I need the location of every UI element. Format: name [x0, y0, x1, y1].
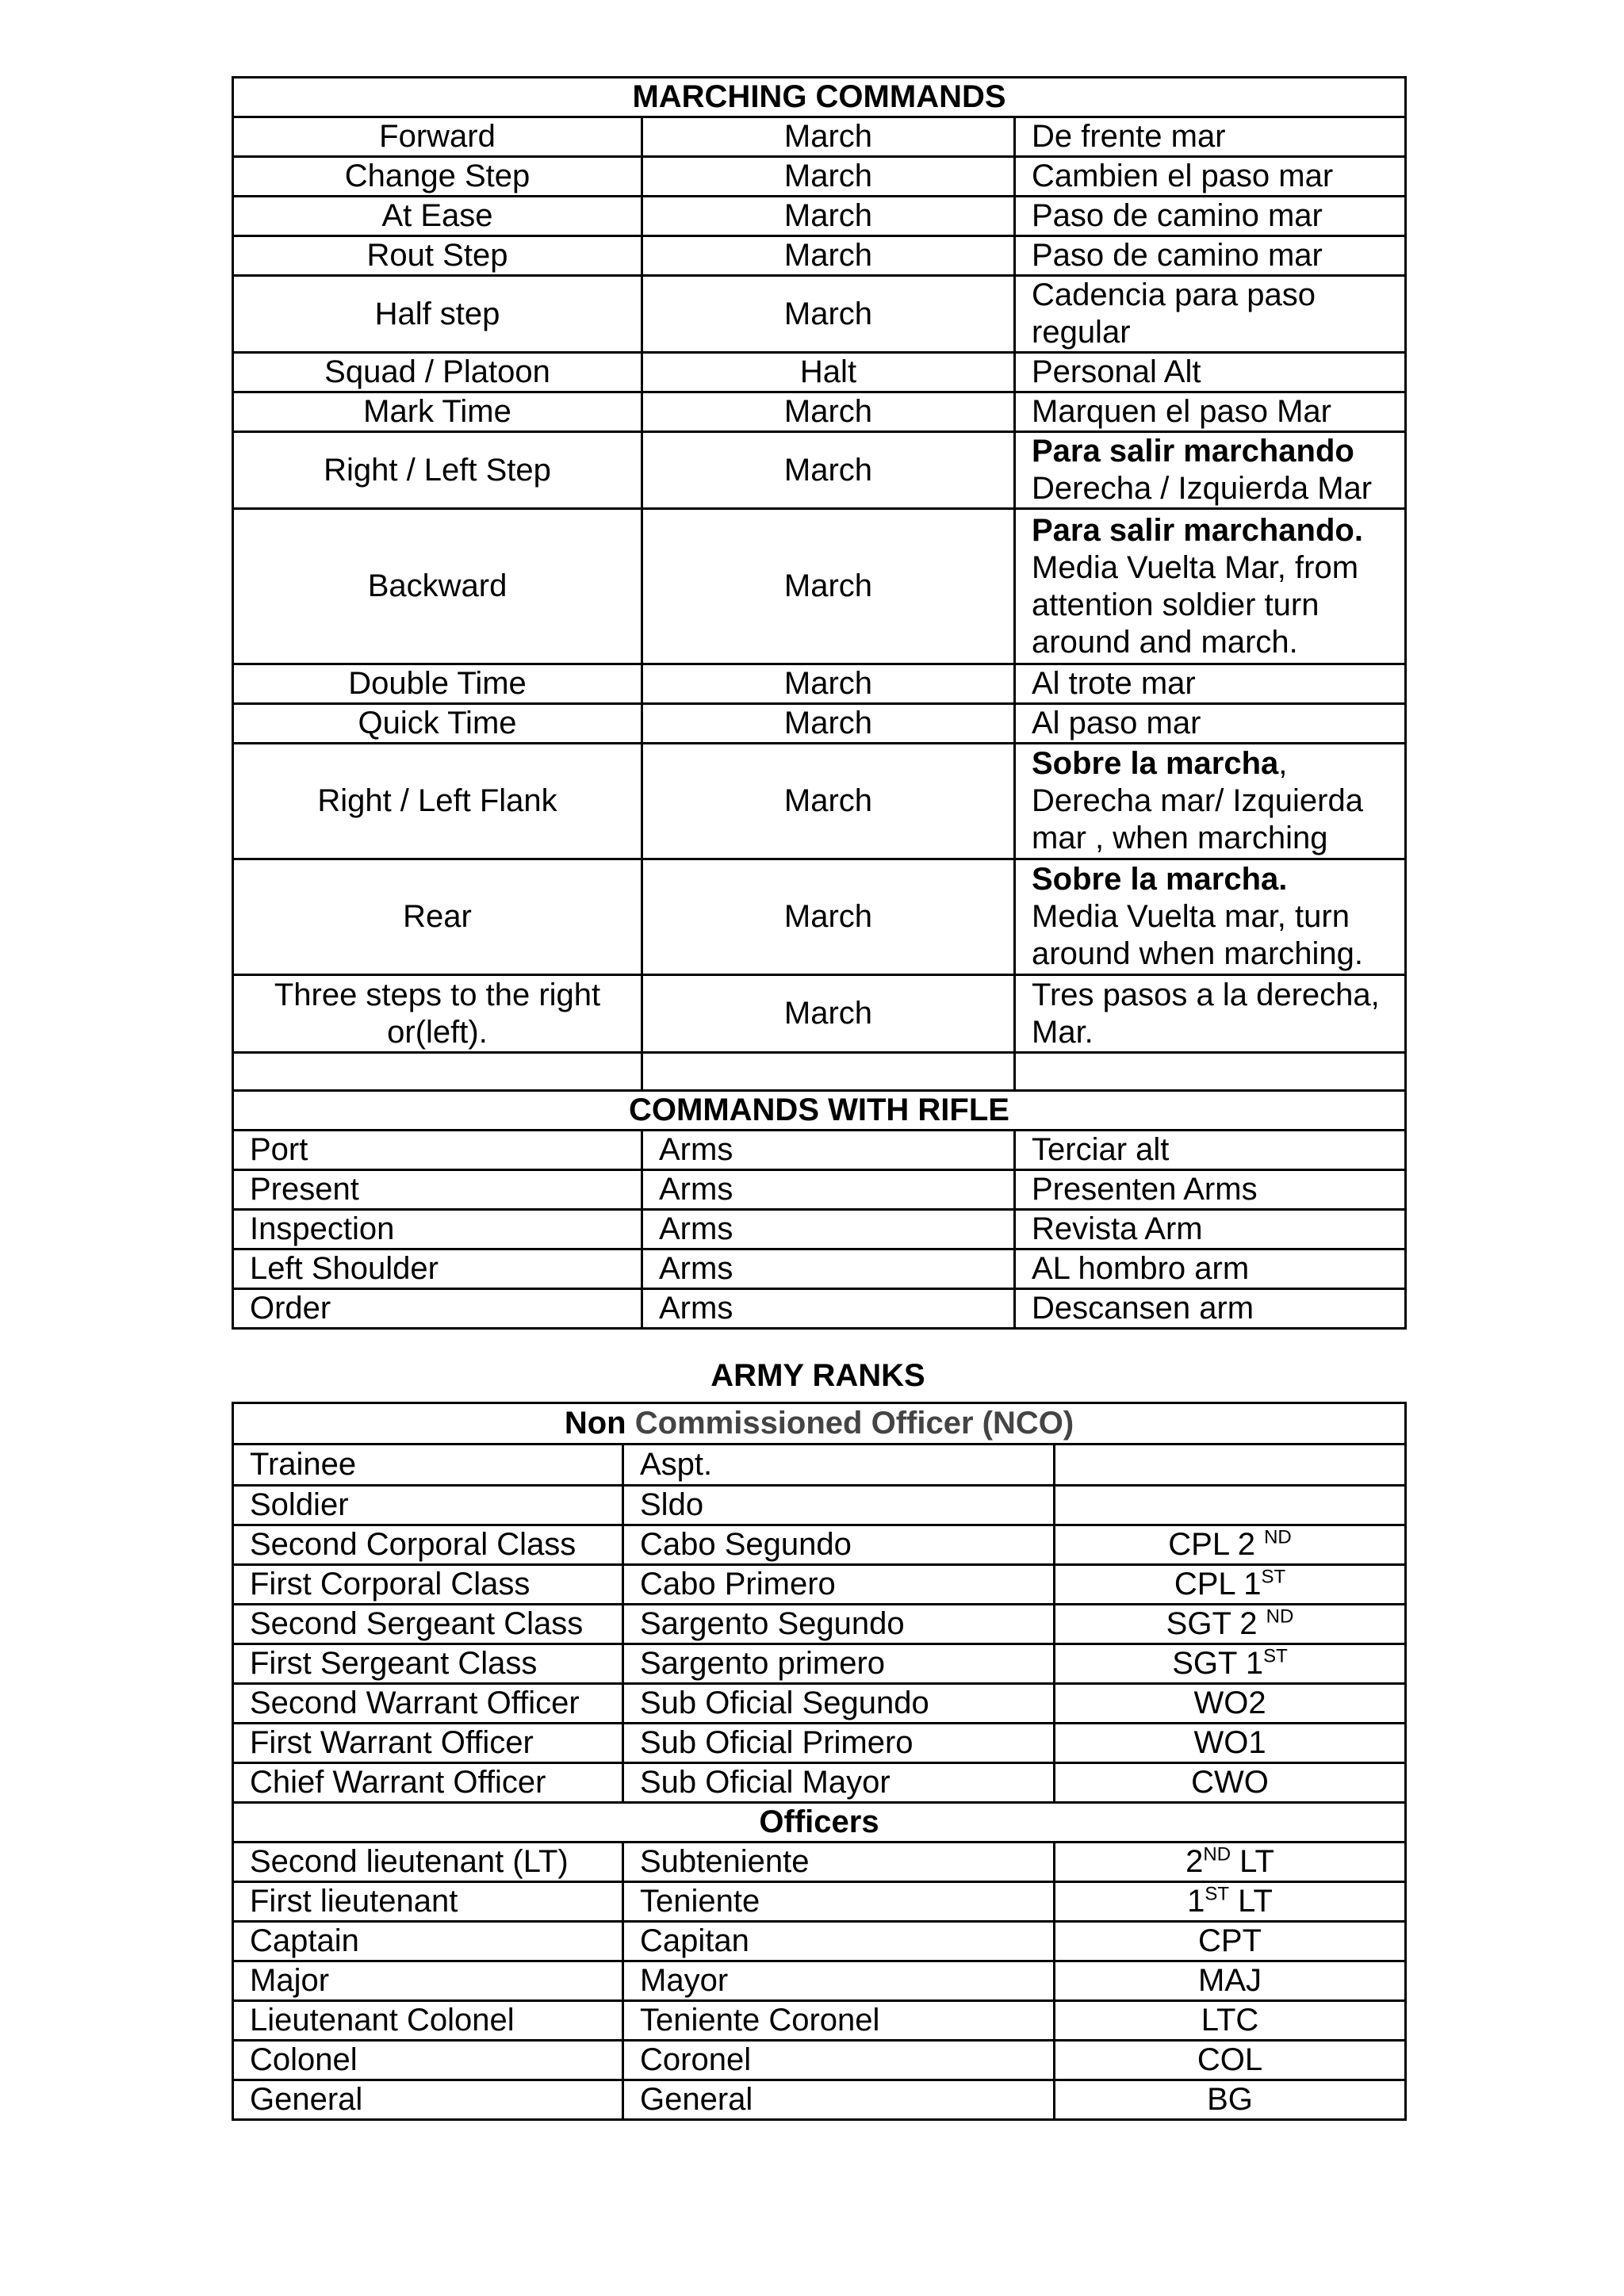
rank-spanish: Sub Oficial Mayor [623, 1763, 1055, 1803]
command-spanish [1015, 859, 1406, 975]
rank-english: General [233, 2080, 623, 2120]
marching-commands-title: MARCHING COMMANDS [233, 78, 1406, 117]
nco-title: Non Commissioned Officer (NCO) [233, 1403, 1406, 1445]
rank-english: Second Warrant Officer [233, 1684, 623, 1724]
rank-spanish: Sub Oficial Segundo [623, 1684, 1055, 1724]
rank-abbreviation: COL [1055, 2041, 1406, 2080]
command-spanish: Paso de camino mar [1015, 236, 1406, 276]
rank-abbreviation: CPL 2 $^{ND}$ [1055, 1525, 1406, 1565]
table-row [233, 276, 1406, 353]
rifle-command-execution: Arms [642, 1289, 1015, 1329]
command-spanish: Al paso mar [1015, 704, 1406, 744]
command-execution: March [642, 236, 1015, 276]
command-english: Backward [233, 509, 642, 664]
rank-spanish: Teniente Coronel [623, 2001, 1055, 2041]
rank-english: First Sergeant Class [233, 1644, 623, 1684]
command-spanish: Cadencia para paso regular [1015, 276, 1406, 353]
table-row [233, 1763, 1406, 1803]
command-english: Quick Time [233, 704, 642, 744]
rank-spanish: Cabo Segundo [623, 1525, 1055, 1565]
command-english: Rear [233, 859, 642, 975]
table-row [233, 392, 1406, 432]
command-spanish: Personal Alt [1015, 353, 1406, 392]
table-row [233, 1289, 1406, 1329]
command-english: Right / Left Flank [233, 744, 642, 859]
rank-english: First Corporal Class [233, 1565, 623, 1605]
command-spanish: Al trote mar [1015, 664, 1406, 704]
rifle-commands-title: COMMANDS WITH RIFLE [233, 1091, 1406, 1131]
empty-row [233, 1053, 1406, 1091]
table-row [233, 2001, 1406, 2041]
command-execution: March [642, 117, 1015, 157]
rank-english: Soldier [233, 1486, 623, 1525]
command-spanish: Paso de camino mar [1015, 197, 1406, 236]
rank-abbreviation [1055, 1445, 1406, 1486]
rank-abbreviation: CWO [1055, 1763, 1406, 1803]
command-english: Squad / Platoon [233, 353, 642, 392]
command-spanish-text: Media Vuelta Mar, from attention soldier turn around and march. [1032, 549, 1359, 660]
table-row [233, 432, 1406, 509]
table-row [233, 1843, 1406, 1882]
rank-english: Trainee [233, 1445, 623, 1486]
command-english: Mark Time [233, 392, 642, 432]
table-row [233, 744, 1406, 859]
table-row [233, 664, 1406, 704]
command-spanish-text: Media Vuelta mar, turn around when marching. [1032, 899, 1364, 971]
table-row [233, 1605, 1406, 1644]
rank-spanish: Mayor [623, 1961, 1055, 2001]
command-spanish [1015, 509, 1406, 664]
rank-abbreviation: WO1 [1055, 1724, 1406, 1763]
rank-abbreviation: SGT 2 $^{ND}$ [1055, 1605, 1406, 1644]
rifle-command-spanish: Revista Arm [1015, 1210, 1406, 1249]
rank-spanish: Capitan [623, 1922, 1055, 1961]
table-row [233, 236, 1406, 276]
table-row [233, 509, 1406, 664]
table-row [233, 2041, 1406, 2080]
command-english: Three steps to the right or(left). [233, 975, 642, 1053]
command-execution: March [642, 975, 1015, 1053]
table-row [233, 157, 1406, 197]
rifle-command-english: Inspection [233, 1210, 642, 1249]
command-spanish: Tres pasos a la derecha, Mar. [1015, 975, 1406, 1053]
rifle-command-english: Present [233, 1170, 642, 1210]
rank-english: Colonel [233, 2041, 623, 2080]
command-spanish: De frente mar [1015, 117, 1406, 157]
rank-english: First Warrant Officer [233, 1724, 623, 1763]
table-row [233, 859, 1406, 975]
table-row [233, 1961, 1406, 2001]
rank-english: Lieutenant Colonel [233, 2001, 623, 2041]
rank-english: Second Sergeant Class [233, 1605, 623, 1644]
rifle-command-execution: Arms [642, 1131, 1015, 1170]
rank-abbreviation: 1ST LT [1055, 1882, 1406, 1922]
rank-spanish: General [623, 2080, 1055, 2120]
command-spanish [1015, 744, 1406, 859]
rifle-command-execution: Arms [642, 1249, 1015, 1289]
rank-abbreviation: LTC [1055, 2001, 1406, 2041]
command-english: Rout Step [233, 236, 642, 276]
rank-abbreviation [1055, 1486, 1406, 1525]
army-ranks-table [232, 1402, 1407, 2121]
table-row [233, 1882, 1406, 1922]
rank-spanish: Sargento primero [623, 1644, 1055, 1684]
command-english: Forward [233, 117, 642, 157]
rank-spanish: Sub Oficial Primero [623, 1724, 1055, 1763]
rifle-command-spanish: Terciar alt [1015, 1131, 1406, 1170]
rank-spanish: Coronel [623, 2041, 1055, 2080]
rank-abbreviation: CPT [1055, 1922, 1406, 1961]
table-row [233, 353, 1406, 392]
command-spanish-bold: Sobre la marcha [1032, 746, 1279, 781]
command-english: Change Step [233, 157, 642, 197]
rifle-command-english: Port [233, 1131, 642, 1170]
table-row [233, 1131, 1406, 1170]
command-execution: March [642, 859, 1015, 975]
rank-abbreviation: BG [1055, 2080, 1406, 2120]
rifle-command-english: Left Shoulder [233, 1249, 642, 1289]
table-row [233, 1249, 1406, 1289]
rank-spanish: Subteniente [623, 1843, 1055, 1882]
table-row [233, 1922, 1406, 1961]
command-spanish-text: , Derecha mar/ Izquierda mar , when marching [1032, 746, 1363, 855]
table-row [233, 704, 1406, 744]
table-row [233, 1170, 1406, 1210]
command-spanish [1015, 432, 1406, 509]
command-spanish-text: Derecha / Izquierda Mar [1032, 471, 1373, 506]
command-execution: March [642, 744, 1015, 859]
command-execution: March [642, 276, 1015, 353]
command-execution: March [642, 392, 1015, 432]
command-english: Double Time [233, 664, 642, 704]
rifle-command-execution: Arms [642, 1170, 1015, 1210]
rank-abbreviation: CPL 1ST [1055, 1565, 1406, 1605]
command-english: Half step [233, 276, 642, 353]
marching-commands-table [232, 76, 1407, 1330]
table-row [233, 1644, 1406, 1684]
table-row [233, 1684, 1406, 1724]
table-row [233, 1565, 1406, 1605]
rank-spanish: Cabo Primero [623, 1565, 1055, 1605]
rank-english: First lieutenant [233, 1882, 623, 1922]
command-english: Right / Left Step [233, 432, 642, 509]
command-execution: March [642, 664, 1015, 704]
command-english: At Ease [233, 197, 642, 236]
rank-english: Chief Warrant Officer [233, 1763, 623, 1803]
rank-english: Second lieutenant (LT) [233, 1843, 623, 1882]
table-row [233, 1210, 1406, 1249]
rank-abbreviation: WO2 [1055, 1684, 1406, 1724]
command-execution: March [642, 704, 1015, 744]
table-row [233, 1445, 1406, 1486]
rank-abbreviation: MAJ [1055, 1961, 1406, 2001]
command-execution: March [642, 157, 1015, 197]
rank-spanish: Teniente [623, 1882, 1055, 1922]
command-spanish-bold: Para salir marchando. [1032, 512, 1363, 548]
officers-title: Officers [233, 1803, 1406, 1843]
command-spanish-bold: Para salir marchando [1032, 434, 1354, 469]
command-execution: March [642, 432, 1015, 509]
rifle-command-execution: Arms [642, 1210, 1015, 1249]
rank-abbreviation: 2ND LT [1055, 1843, 1406, 1882]
table-row [233, 1724, 1406, 1763]
rifle-command-english: Order [233, 1289, 642, 1329]
rank-spanish: Aspt. [623, 1445, 1055, 1486]
rank-english: Major [233, 1961, 623, 2001]
rank-english: Second Corporal Class [233, 1525, 623, 1565]
rank-english: Captain [233, 1922, 623, 1961]
command-spanish-bold: Sobre la marcha. [1032, 862, 1288, 897]
command-execution: March [642, 197, 1015, 236]
table-row [233, 1525, 1406, 1565]
army-ranks-title: ARMY RANKS [710, 1358, 925, 1393]
table-row [233, 975, 1406, 1053]
command-spanish: Marquen el paso Mar [1015, 392, 1406, 432]
table-row [233, 117, 1406, 157]
rank-spanish: Sldo [623, 1486, 1055, 1525]
command-spanish: Cambien el paso mar [1015, 157, 1406, 197]
table-row [233, 197, 1406, 236]
rank-spanish: Sargento Segundo [623, 1605, 1055, 1644]
command-execution: Halt [642, 353, 1015, 392]
rank-abbreviation: SGT 1ST [1055, 1644, 1406, 1684]
rifle-command-spanish: Presenten Arms [1015, 1170, 1406, 1210]
rifle-command-spanish: AL hombro arm [1015, 1249, 1406, 1289]
table-row [233, 2080, 1406, 2120]
rifle-command-spanish: Descansen arm [1015, 1289, 1406, 1329]
command-execution: March [642, 509, 1015, 664]
table-row [233, 1486, 1406, 1525]
